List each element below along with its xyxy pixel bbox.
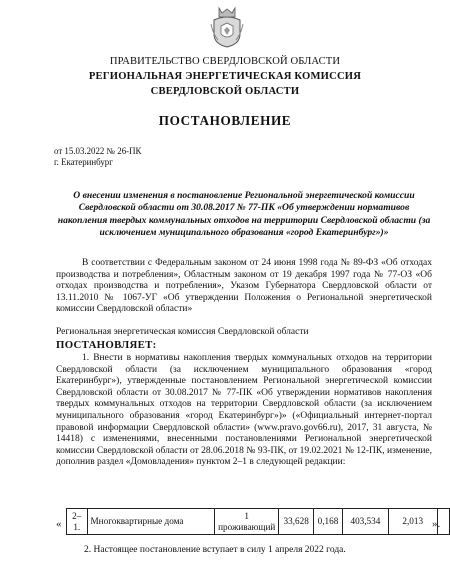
row-value-3: 403,534	[342, 509, 388, 535]
preamble-last-line: Региональная энергетическая комиссия Свердловской области	[56, 327, 309, 337]
document-city: г. Екатеринбург	[54, 157, 113, 167]
preamble-paragraph: В соответствии с Федеральным законом от 24 июня 1998 года № 89-ФЗ «Об отходах производства и потребления», Областным законом от 19 декабря 1997 года № 77-ОЗ «Об отходах производства и потребления», Указом Губернатора Свердловской области от 13.11.2010 № 1067-УГ «Об утверждении Положения о Региональной энергетической комиссии Свердловской области»	[56, 258, 432, 315]
table-open-quote: «	[56, 518, 62, 530]
document-title: ПОСТАНОВЛЕНИЕ	[158, 113, 292, 128]
document-date-number: от 15.03.2022 № 26-ПК	[54, 146, 142, 156]
commission-name: РЕГИОНАЛЬНАЯ ЭНЕРГЕТИЧЕСКАЯ КОМИССИЯ	[88, 71, 362, 82]
document-subject: О внесении изменения в постановление Региональной энергетической комиссии Свердловской области от 30.08.2017 № 77-ПК «Об утверждении нормативов накопления твердых коммунальных отходов на территории Свердловской области (за исключением муниципального образования «город Екатеринбург»)»	[57, 190, 431, 239]
row-value-1: 33,628	[279, 509, 314, 535]
table-close-quote: ».	[432, 518, 441, 530]
item-2-paragraph: 2. Настоящее постановление вступает в силу 1 апреля 2022 года.	[84, 545, 346, 555]
decree-heading: ПОСТАНОВЛЯЕТ:	[56, 339, 157, 351]
table-row	[67, 509, 450, 535]
amendment-table	[66, 508, 450, 535]
item-1-paragraph: 1. Внести в нормативы накопления твердых коммунальных отходов на территории Свердловской области (за исключением муниципального образования «город Екатеринбург»), утвержденные постановлением Региональной энергетической комиссии Свердловской области от 30.08.2017 № 77-ПК «Об утверждении нормативов накопления твердых коммунальных отходов на территории Свердловской области (за исключением муниципального образования «город Екатеринбург»)» («Официальный интернет-портал правовой информации Свердловской области» (www.pravo.gov66.ru), 2017, 31 августа, № 14418) с изменениями, внесенными постановлениями Региональной энергетической комиссии Свердловской области от 28.06.2018 № 93-ПК, от 19.02.2021 № 12-ПК, изменение, дополнив раздел «Домовладения» пунктом 2–1 в следующей редакции:	[56, 353, 432, 468]
row-unit: 1 проживающий	[215, 509, 279, 535]
row-value-4: 2,013	[388, 509, 437, 535]
government-name: ПРАВИТЕЛЬСТВО СВЕРДЛОВСКОЙ ОБЛАСТИ	[109, 56, 341, 67]
coat-of-arms-icon	[210, 4, 244, 48]
row-number: 2–1.	[67, 509, 88, 535]
row-category: Многоквартирные дома	[87, 509, 215, 535]
region-name: СВЕРДЛОВСКОЙ ОБЛАСТИ	[150, 86, 300, 97]
row-value-2: 0,168	[314, 509, 343, 535]
